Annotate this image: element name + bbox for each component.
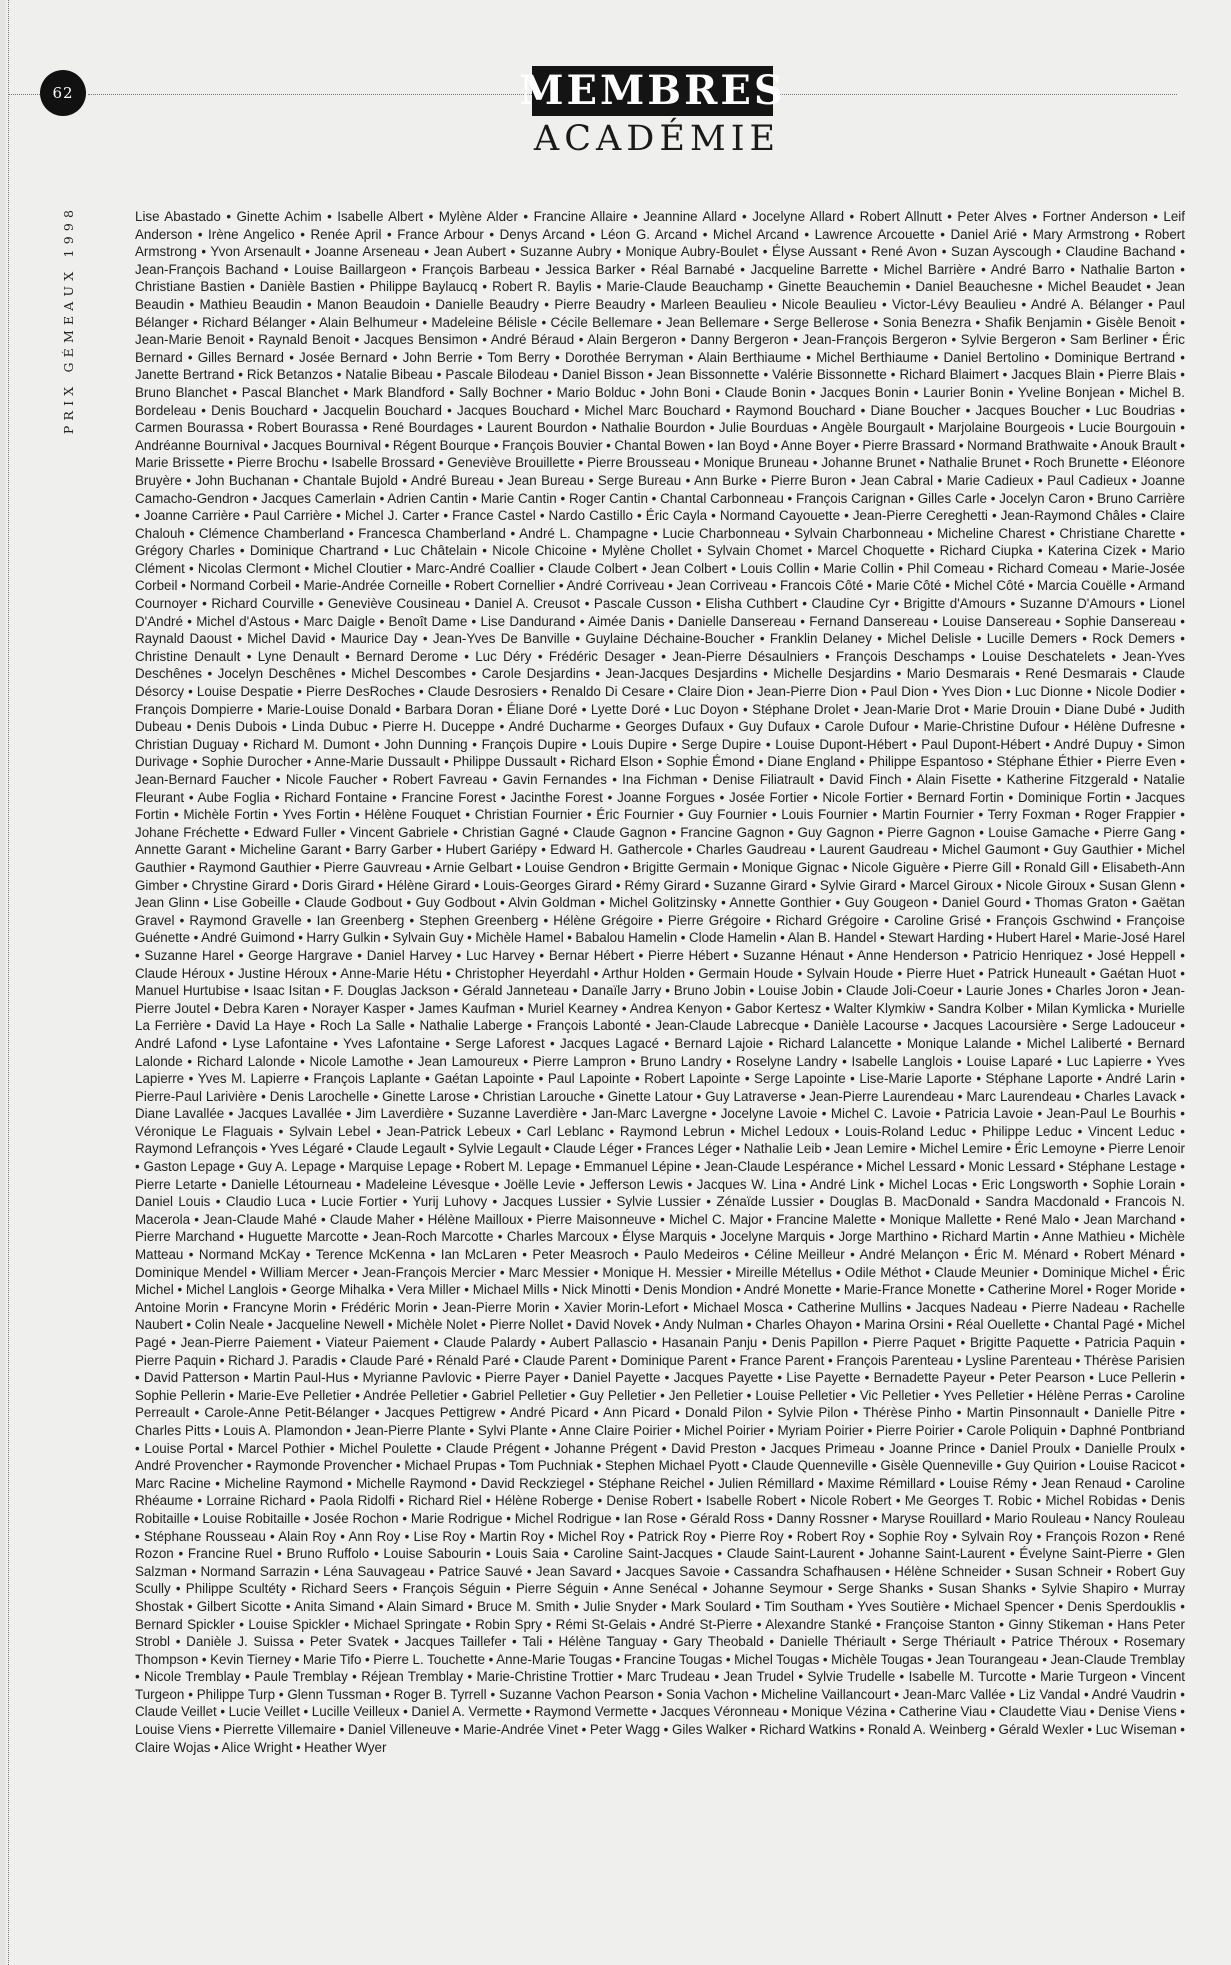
dotted-rule-left [8,94,44,95]
side-label [62,205,76,433]
side-label-text: PRIX GÉMEAUX 1998 [61,204,77,434]
members-text: Lise Abastado • Ginette Achim • Isabelle Albert • Mylène Alder • Francine Allaire • Jeannine Allard • Jocelyne Allard • Robert Allnutt • Peter Alves • Fortner Anderson • Leif Anderson • Irène Angelico • Renée April • France Arbour • Denys Arcand • Léon G. Arcand • Michel Arcand • Lawrence Arcouette • Daniel Arié • Mary Armstrong • Robert Armstrong • Yvon Arsenault • Joanne Arseneau • Jean Aubert • Suzanne Aubry • Monique Aubry-Boulet • Élyse Aussant • René Avon • Suzan Ayscough • Claudine Bachand • Jean-François Bachand • Louise Baillargeon • François Barbeau • Jessica Barker • Réal Barnabé • Jacqueline Barrette • Michel Barrière • André Barro • Nathalie Barton • Christiane Bastien • Danièle Bastien • Philippe Baylaucq • Robert R. Baylis • Marie-Claude Beauchamp • Ginette Beauchemin • Daniel Beauchesne • Michel Beaudet • Jean Beaudin • Mathieu Beaudin • Manon Beaudoin • Danielle Beaudry • Pierre Beaudry • Marleen Beaulieu • Nicole Beaulieu • Victor-Lévy Beaulieu • André A. Bélanger • Paul Bélanger • Richard Bélanger • Alain Belhumeur • Madeleine Bélisle • Cécile Bellemare • Jean Bellemare • Serge Bellerose • Sonia Benezra • Shafik Benjamin • Gisèle Benoit • Jean-Marie Benoit • Raynald Benoit • Jacques Bensimon • André Béraud • Alain Bergeron • Danny Bergeron • Jean-François Bergeron • Sylvie Bergeron • Sam Berliner • Éric Bernard • Gilles Bernard • Josée Bernard • John Berrie • Tom Berry • Dorothée Berryman • Alain Berthiaume • Michel Berthiaume • Daniel Bertolino • Dominique Bertrand • Janette Bertrand • Rick Betanzos • Natalie Bibeau • Pascale Bilodeau • Daniel Bisson • Jean Bissonnette • Valérie Bissonnette • Richard Blaimert • Jacques Blain • Pierre Blais • Bruno Blanchet • Pascal Blanchet • Mark Blandford • Sally Bochner • Mario Bolduc • John Boni • Claude Bonin • Jacques Bonin • Laurier Bonin • Yveline Bonjean • Michel B. Bordeleau • Denis Bouchard • Jacquelin Bouchard • Jacques Bouchard • Michel Marc Bouchard • Raymond Bouchard • Diane Boucher • Jacques Boucher • Luc Boudrias • Carmen Bourassa • Robert Bourassa • René Bourdages • Laurent Bourdon • Nathalie Bourdon • Julie Bourduas • Angèle Bourgault • Marjolaine Bourgeois • Lucie Bourgouin • Andréanne Bournival • Jacques Bournival • Régent Bourque • François Bouvier • Chantal Bowen • Ian Boyd • Anne Boyer • Pierre Brassard • Normand Brathwaite • Anouk Brault • Marie Brissette • Pierre Brochu • Isabelle Brossard • Geneviève Brouillette • Pierre Brousseau • Monique Bruneau • Johanne Brunet • Nathalie Brunet • Roch Brunette • Eléonore Bruyère • John Buchanan • Chantale Bujold • André Bureau • Jean Bureau • Serge Bureau • Ann Burke • Pierre Buron • Jean Cabral • Marie Cadieux • Paul Cadieux • Joanne Camacho-Gendron • Jacques Camerlain • Adrien Cantin • Marie Cantin • Roger Cantin • Chantal Carbonneau • François Carignan • Gilles Carle • Jocelyn Caron • Bruno Carrière • Joanne Carrière • Paul Carrière • Michel J. Carter • France Castel • Nardo Castillo • Éric Cayla • Normand Cayouette • Jean-Pierre Cereghetti • Jean-Raymond Châles • Claire Chalouh • Clémence Chamberland • Francesca Chamberland • André L. Champagne • Lucie Charbonneau • Sylvain Charbonneau • Micheline Charest • Christiane Charette • Grégory Charles • Dominique Chartrand • Luc Châtelain • Nicole Chicoine • Mylène Chollet • Sylvain Chomet • Marcel Choquette • Richard Ciupka • Katerina Cizek • Mario Clément • Nicolas Clermont • Michel Cloutier • Marc-André Coallier • Claude Colbert • Jean Colbert • Louis Collin • Marie Collin • Phil Comeau • Richard Comeau • Marie-Josée Corbeil • Normand Corbeil • Marie-Andrée Corneille • Robert Cornellier • André Corriveau • Jean Corriveau • Francois Côté • Marie Côté • Michel Côté • Marcia Couëlle • Armand Cournoyer • Richard Courville • Geneviève Cousineau • Daniel A. Creusot • Pascale Cusson • Elisha Cuthbert • Claudine Cyr • Brigitte d'Amours • Suzanne D'Amours • Lionel D'André • Michel d'Astous • Marc Daigle • Benoît Dame • Lise Dandurand • Aimée Danis • Danielle Dansereau • Fernand Dansereau • Louise Dansereau • Sophie Dansereau • Raynald Daoust • Michel David • Maurice Day • Jean-Yves De Banville • Guylaine Déchaine-Boucher • Franklin Delaney • Michel Delisle • Lucille Demers • Rock Demers • Christine Denault • Lyne Denault • Bernard Derome • Luc Déry • Frédéric Desager • Jean-Pierre Désaulniers • François Deschamps • Louise Deschatelets • Jean-Yves Deschênes • Jocelyn Deschênes • Michel Descombes • Carole Desjardins • Jean-Jacques Desjardins • Michelle Desjardins • Mario Desmarais • René Desmarais • Claude Désorcy • Louise Despatie • Pierre DesRoches • Claude Desrosiers • Renaldo Di Cesare • Claire Dion • Jean-Pierre Dion • Paul Dion • Yves Dion • Luc Dionne • Nicole Dodier • François Dompierre • Marie-Louise Donald • Barbara Doran • Éliane Doré • Lyette Doré • Luc Doyon • Stéphane Drolet • Jean-Marie Drot • Marie Drouin • Diane Dubé • Judith Dubeau • Denis Dubois • Linda Dubuc • Pierre H. Duceppe • André Ducharme • Georges Dufaux • Guy Dufaux • Carole Dufour • Marie-Christine Dufour • Hélène Dufresne • Christian Duguay • Richard M. Dumont • John Dunning • François Dupire • Louis Dupire • Serge Dupire • Louise Dupont-Hébert • Paul Dupont-Hébert • André Dupuy • Simon Durivage • Sophie Durocher • Anne-Marie Dussault • Philippe Dussault • Richard Elson • Sophie Émond • Diane England • Philippe Espantoso • Stéphane Éthier • Pierre Even • Jean-Bernard Faucher • Nicole Faucher • Robert Favreau • Gavin Fernandes • Ina Fichman • Denise Filiatrault • David Finch • Alain Fisette • Katherine Fitzgerald • Natalie Fleurant • Aube Foglia • Richard Fontaine • Francine Forest • Jacinthe Forest • Joanne Forgues • Josée Fortier • Nicole Fortier • Bernard Fortin • Dominique Fortin • Jacques Fortin • Michèle Fortin • Yves Fortin • Hélène Fouquet • Christian Fournier • Éric Fournier • Guy Fournier • Louis Fournier • Martin Fournier • Terry Foxman • Roger Frappier • Johane Fréchette • Edward Fuller • Vincent Gabriele • Christian Gagné • Claude Gagnon • Francine Gagnon • Guy Gagnon • Pierre Gagnon • Louise Gamache • Pierre Gang • Annette Garant • Micheline Garant • Barry Garber • Hubert Gariépy • Edward H. Gathercole • Charles Gaudreau • Laurent Gaudreau • Michel Gaumont • Guy Gauthier • Michel Gauthier • Raymond Gauthier • Pierre Gauvreau • Arnie Gelbart • Louise Gendron • Brigitte Germain • Monique Gignac • Nicole Giguère • Pierre Gill • Ronald Gill • Elisabeth-Ann Gimber • Chrystine Girard • Doris Girard • Hélène Girard • Louis-Georges Girard • Rémy Girard • Suzanne Girard • Sylvie Girard • Marcel Giroux • Nicole Giroux • Susan Glenn • Jean Glinn • Lise Gobeille • Claude Godbout • Guy Godbout • Alvin Goldman • Michel Golitzinsky • Annette Gonthier • Guy Gougeon • Daniel Gourd • Thomas Graton • Gaëtan Gravel • Raymond Gravelle • Ian Greenberg • Stephen Greenberg • Hélène Grégoire • Pierre Grégoire • Richard Grégoire • Caroline Grisé • François Gschwind • Françoise Guénette • André Guimond • Harry Gulkin • Sylvain Guy • Michèle Hamel • Babalou Hamelin • Clode Hamelin • Alan B. Handel • Stewart Harding • Hubert Harel • Marie-José Harel • Suzanne Harel • George Hargrave • Daniel Harvey • Luc Harvey • Bernar Hébert • Pierre Hébert • Suzanne Hénaut • Anne Henderson • Patricio Henriquez • José Heppell • Claude Héroux • Justine Héroux • Anne-Marie Hétu • Christopher Heyerdahl • Arthur Holden • Germain Houde • Sylvain Houde • Pierre Huet • Patrick Huneault • Gaétan Huot • Manuel Hurtubise • Isaac Isitan • F. Douglas Jackson • Gérald Janneteau • Danaïle Jarry • Bruno Jobin • Louise Jobin • Claude Joli-Coeur • Laurie Jones • Charles Joron • Jean-Pierre Joutel • Debra Karen • Norayer Kasper • James Kaufman • Muriel Kearney • Andrea Kenyon • Gabor Kertesz • Walter Klymkiw • Sandra Kolber • Milan Kymlicka • Murielle La Ferrière • David La Haye • Roch La Salle • Nathalie Laberge • François Labonté • Jean-Claude Labrecque • Danièle Lacourse • Jacques Lacoursière • Serge Ladouceur • André Lafond • Lyse Lafontaine • Yves Lafontaine • Serge Laforest • Jacques Lagacé • Bernard Lajoie • Richard Lalancette • Monique Lalande • Michel Laliberté • Bernard Lalonde • Richard Lalonde • Nicole Lamothe • Jean Lamoureux • Pierre Lampron • Bruno Landry • Roselyne Landry • Isabelle Langlois • Louise Laparé • Luc Lapierre • Yves Lapierre • Yves M. Lapierre • François Laplante • Gaétan Lapointe • Paul Lapointe • Robert Lapointe • Serge Lapointe • Lise-Marie Laporte • Stéphane Laporte • André Larin • Pierre-Paul Larivière • Denis Larochelle • Ginette Larose • Christian Larouche • Ginette Latour • Guy Latraverse • Jean-Pierre Laurendeau • Marc Laurendeau • Charles Lavack • Diane Lavallée • Jacques Lavallée • Jim Laverdière • Suzanne Laverdière • Jan-Marc Lavergne • Jocelyne Lavoie • Michel C. Lavoie • Patricia Lavoie • Jean-Paul Le Bourhis • Véronique Le Flaguais • Sylvain Lebel • Jean-Patrick Lebeux • Carl Leblanc • Raymond Lebrun • Michel Ledoux • Louis-Roland Leduc • Philippe Leduc • Vincent Leduc • Raymond Lefrançois • Yves Légaré • Claude Legault • Sylvie Legault • Claude Léger • Frances Léger • Nathalie Leib • Jean Lemire • Michel Lemire • Éric Lemoyne • Pierre Lenoir • Gaston Lepage • Guy A. Lepage • Marquise Lepage • Robert M. Lepage • Emmanuel Lépine • Jean-Claude Lespérance • Michel Lessard • Monic Lessard • Stéphane Lestage • Pierre Letarte • Danielle Létourneau • Madeleine Lévesque • Joëlle Levie • Jefferson Lewis • Jacques W. Lina • André Link • Michel Locas • Eric Longsworth • Sophie Lorain • Daniel Louis • Claudio Luca • Lucie Fortier • Yurij Luhovy • Jacques Lussier • Sylvie Lussier • Zénaïde Lussier • Douglas B. MacDonald • Sandra Macdonald • Francois N. Macerola • Jean-Claude Mahé • Claude Maher • Hélène Mailloux • Pierre Maisonneuve • Michel C. Major • Francine Malette • Monique Mallette • René Malo • Jean Marchand • Pierre Marchand • Huguette Marcotte • Jean-Roch Marcotte • Charles Marcoux • Élyse Marquis • Jocelyne Marquis • Jorge Marthino • Richard Martin • Anne Mathieu • Michèle Matteau • Normand McKay • Terence McKenna • Ian McLaren • Peter Measroch • Paulo Medeiros • Céline Meilleur • André Melançon • Éric M. Ménard • Robert Ménard • Dominique Mendel • William Mercer • Jean-François Mercier • Marc Messier • Monique H. Messier • Mireille Métellus • Odile Méthot • Claude Meunier • Dominique Michel • Éric Michel • Michel Langlois • George Mihalka • Vera Miller • Michael Mills • Nick Minotti • Denis Mondion • André Monette • Marie-France Monette • Catherine Morel • Roger Moride • Antoine Morin • Francyne Morin • Frédéric Morin • Jean-Pierre Morin • Xavier Morin-Lefort • Michael Mosca • Catherine Mullins • Jacques Nadeau • Pierre Nadeau • Rachelle Naubert • Colin Neale • Jacqueline Newell • Michèle Nolet • Pierre Nollet • David Novek • Andy Nulman • Charles Ohayon • Marina Orsini • Réal Ouellette • Chantal Pagé • Michel Pagé • Jean-Pierre Paiement • Viateur Paiement • Claude Palardy • Aubert Pallascio • Hasanain Panju • Denis Papillon • Pierre Paquet • Brigitte Paquette • Patricia Paquin • Pierre Paquin • Richard J. Paradis • Claude Paré • Rénald Paré • Claude Parent • Dominique Parent • France Parent • François Parenteau • Lysline Parenteau • Thérèse Parisien • David Patterson • Martin Paul-Hus • Myrianne Pavlovic • Pierre Payer • Daniel Payette • Jacques Payette • Lise Payette • Bernadette Payeur • Peter Pearson • Luce Pellerin • Sophie Pellerin • Marie-Eve Pelletier • Andrée Pelletier • Gabriel Pelletier • Guy Pelletier • Jen Pelletier • Louise Pelletier • Vic Pelletier • Yves Pelletier • Hélène Perras • Caroline Perreault • Carole-Anne Petit-Bélanger • Jacques Pettigrew • André Picard • Ann Picard • Donald Pilon • Sylvie Pilon • Thérèse Pinho • Martin Pinsonnault • Danielle Pitre • Charles Pitts • Louis A. Plamondon • Jean-Pierre Plante • Sylvi Plante • Anne Claire Poirier • Michel Poirier • Myriam Poirier • Pierre Poirier • Carole Poliquin • Daphné Pontbriand • Louise Portal • Marcel Pothier • Michel Poulette • Claude Prégent • Johanne Prégent • David Preston • Jacques Primeau • Joanne Prince • Daniel Proulx • Danielle Proulx • André Provencher • Raymonde Provencher • Michael Prupas • Tom Puchniak • Stephen Michael Pyott • Claude Quenneville • Gisèle Quenneville • Guy Quirion • Louise Racicot • Marc Racine • Micheline Raymond • Michelle Raymond • David Reckziegel • Stéphane Reichel • Julien Rémillard • Maxime Rémillard • Louise Rémy • Jean Renaud • Caroline Rhéaume • Lorraine Richard • Paola Ridolfi • Richard Riel • Hélène Roberge • Denise Robert • Isabelle Robert • Nicole Robert • Me Georges T. Robic • Michel Robidas • Denis Robitaille • Louise Robitaille • Josée Rochon • Marie Rodrigue • Michel Rodrigue • Ian Rose • Gérald Ross • Danny Rossner • Maryse Rouillard • Mario Rouleau • Nancy Rouleau • Stéphane Rousseau • Alain Roy • Ann Roy • Lise Roy • Martin Roy • Michel Roy • Patrick Roy • Pierre Roy • Robert Roy • Sophie Roy • Sylvain Roy • François Rozon • René Rozon • Francine Ruel • Bruno Ruffolo • Louise Sabourin • Louis Saia • Caroline Saint-Jacques • Claude Saint-Laurent • Johanne Saint-Laurent • Évelyne Saint-Pierre • Glen Salzman • Normand Sarrazin • Léna Sauvageau • Patrice Sauvé • Jean Savard • Jacques Savoie • Cassandra Schafhausen • Hélène Schneider • Susan Schneir • Robert Guy Scully • Philippe Scultéty • Richard Seers • François Séguin • Pierre Séguin • Anne Senécal • Johanne Seymour • Serge Shanks • Susan Shanks • Sylvie Shapiro • Murray Shostak • Gilbert Sicotte • Anita Simand • Alain Simard • Bruce M. Smith • Julie Snyder • Mark Soulard • Tim Southam • Yves Soutière • Michael Spencer • Denis Sperdouklis • Bernard Spickler • Louise Spickler • Michael Springate • Robin Spry • Rémi St-Gelais • André St-Pierre • Alexandre Stanké • Françoise Stanton • Ginny Stikeman • Hans Peter Strobl • Danièle J. Suissa • Peter Svatek • Jacques Taillefer • Tali • Hélène Tanguay • Gary Theobald • Danielle Thériault • Serge Thériault • Patrice Théroux • Rosemary Thompson • Kevin Tierney • Marie Tifo • Pierre L. Touchette • Anne-Marie Tougas • Francine Tougas • Michel Tougas • Michèle Tougas • Jean Tourangeau • Jean-Claude Tremblay • Nicole Tremblay • Paule Tremblay • Réjean Tremblay • Marie-Christine Trottier • Marc Trudeau • Jean Trudel • Sylvie Trudelle • Isabelle M. Turcotte • Marie Turgeon • Vincent Turgeon • Philippe Turp • Glenn Tussman • Roger B. Tyrrell • Suzanne Vachon Pearson • Sonia Vachon • Micheline Vaillancourt • Jean-Marc Vallée • Liz Vandal • André Vaudrin • Claude Veillet • Lucie Veillet • Lucille Veilleux • Daniel A. Vermette • Raymond Vermette • Jacques Véronneau • Monique Vézina • Catherine Viau • Claudette Viau • Denise Viens • Louise Viens • Pierrette Villemaire • Daniel Villeneuve • Marie-Andrée Vinet • Peter Wagg • Giles Walker • Richard Watkins • Ronald A. Weinberg • Gérald Wexler • Luc Wiseman • Claire Wojas • Alice Wright • Heather Wyer [135,209,1185,1755]
page-title: MEMBRES [519,67,786,114]
dotted-rule-right [773,94,1177,95]
page-edge [0,0,6,1965]
page-number: 62 [40,70,86,116]
page-subtitle: ACADÉMIE [533,119,781,159]
vertical-dotted-rule [8,0,9,1965]
members-list [135,208,1185,1756]
dotted-rule-middle [88,94,532,95]
